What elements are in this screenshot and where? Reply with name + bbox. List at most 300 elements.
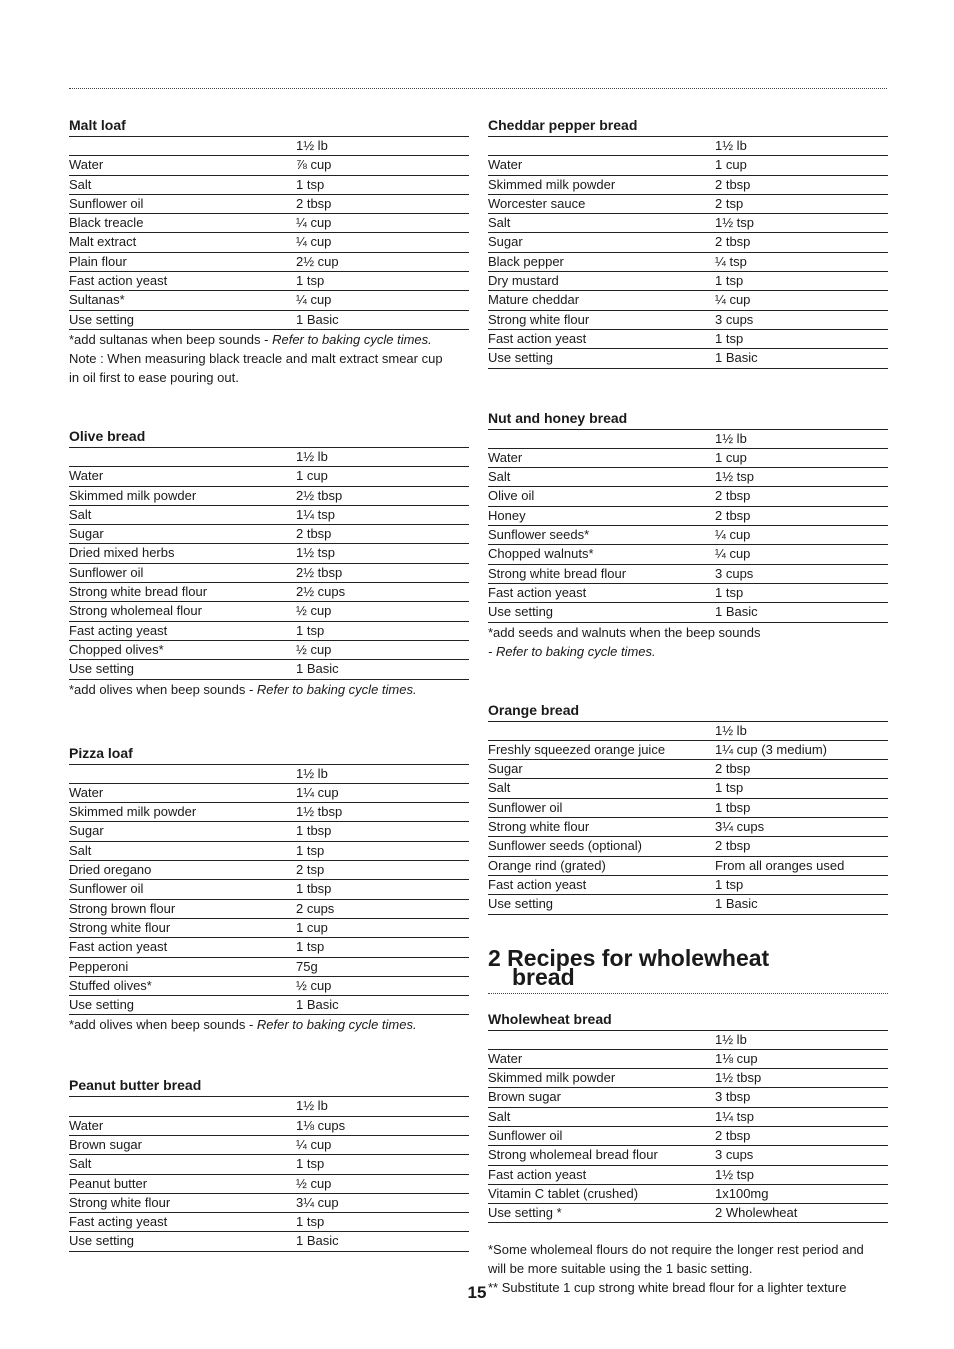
- recipe-note: [488, 623, 888, 642]
- recipe-wholewheat-bread: [488, 1010, 888, 1224]
- ingredient-row: [69, 977, 469, 996]
- ingredient-name: Fast action yeast: [488, 330, 587, 346]
- ingredient-amount: 1 Basic: [715, 896, 758, 912]
- ingredient-amount: ⅞ cup: [296, 157, 332, 173]
- ingredient-amount: 2 tbsp: [715, 507, 751, 523]
- ingredient-name: Salt: [69, 1156, 92, 1172]
- ingredient-row: [488, 799, 888, 818]
- ingredient-name: Salt: [488, 469, 511, 485]
- ingredient-name: Strong white flour: [488, 311, 590, 327]
- ingredient-amount: ¼ cup: [715, 546, 751, 562]
- ingredient-name: Fast action yeast: [69, 939, 168, 955]
- ingredient-name: Sunflower oil: [69, 195, 144, 211]
- ingredient-amount: 1⅛ cup: [715, 1050, 758, 1066]
- ingredient-row: [488, 195, 888, 214]
- loaf-size: 1½ lb: [296, 138, 328, 153]
- ingredient-amount: 1 Basic: [715, 604, 758, 620]
- ingredient-amount: 1 Basic: [296, 661, 339, 677]
- ingredient-name: Salt: [488, 780, 511, 796]
- recipe-title: Malt loaf: [69, 116, 469, 137]
- ingredient-amount: 1½ tsp: [715, 1166, 755, 1182]
- ingredient-row: [488, 818, 888, 837]
- note-text: *add olives when beep sounds -: [69, 1017, 257, 1033]
- recipe-olive-bread: [69, 427, 469, 699]
- ingredient-amount: 2 tsp: [715, 195, 744, 211]
- ingredient-amount: 1 tsp: [296, 273, 325, 289]
- ingredient-name: Salt: [69, 842, 92, 858]
- ingredient-amount: 1 Basic: [715, 350, 758, 366]
- note-text: Note : When measuring black treacle and malt extract smear cup: [69, 350, 443, 366]
- recipe-note: [488, 642, 888, 661]
- ingredient-amount: 2 tbsp: [715, 1127, 751, 1143]
- ingredient-name: Chopped olives*: [69, 641, 164, 657]
- ingredient-amount: 2½ cup: [296, 253, 339, 269]
- ingredient-name: Water: [488, 157, 523, 173]
- recipe-note: [69, 368, 469, 387]
- ingredient-row: [69, 996, 469, 1015]
- ingredient-name: Chopped walnuts*: [488, 546, 594, 562]
- ingredient-name: Dry mustard: [488, 273, 559, 289]
- ingredient-row: [69, 641, 469, 660]
- ingredient-name: Black pepper: [488, 253, 564, 269]
- ingredient-amount: 1 tsp: [296, 842, 325, 858]
- ingredient-name: Olive oil: [488, 488, 535, 504]
- recipe-size-header: [488, 1031, 888, 1050]
- ingredient-amount: 1 tsp: [296, 939, 325, 955]
- ingredient-row: [69, 803, 469, 822]
- loaf-size: 1½ lb: [296, 448, 328, 464]
- note-text: *add seeds and walnuts when the beep sounds: [488, 624, 761, 640]
- ingredient-row: [69, 784, 469, 803]
- ingredient-name: Sunflower seeds (optional): [488, 838, 642, 854]
- ingredient-amount: ¼ cup: [296, 292, 332, 308]
- recipe-orange-bread: [488, 701, 888, 915]
- ingredient-amount: 3 cups: [715, 311, 754, 327]
- ingredient-row: [488, 349, 888, 368]
- ingredient-name: Vitamin C tablet (crushed): [488, 1185, 639, 1201]
- ingredient-name: Fast action yeast: [488, 584, 587, 600]
- ingredient-row: [488, 545, 888, 564]
- size-header-spacer: [69, 1097, 296, 1115]
- ingredient-name: Water: [69, 1117, 104, 1133]
- ingredient-amount: ¼ tsp: [715, 253, 747, 269]
- ingredient-name: Strong wholemeal bread flour: [488, 1147, 658, 1163]
- ingredient-row: [69, 467, 469, 486]
- ingredient-amount: 3 tbsp: [715, 1089, 751, 1105]
- recipe-size-header: [69, 137, 469, 156]
- ingredient-amount: 1 Basic: [296, 997, 339, 1013]
- recipe-size-header: [488, 430, 888, 449]
- recipe-cheddar-pepper-bread: [488, 116, 888, 369]
- ingredient-name: Use setting: [69, 311, 135, 327]
- ingredient-amount: 1 tbsp: [715, 799, 751, 815]
- ingredient-name: Brown sugar: [488, 1089, 561, 1105]
- ingredient-amount: 2 tbsp: [715, 838, 751, 854]
- ingredient-amount: 1½ tsp: [715, 469, 755, 485]
- ingredient-row: [69, 195, 469, 214]
- ingredient-row: [69, 861, 469, 880]
- ingredient-name: Use setting: [488, 604, 554, 620]
- ingredient-name: Brown sugar: [69, 1136, 142, 1152]
- ingredient-name: Sugar: [488, 234, 523, 250]
- ingredient-amount: 1¼ tsp: [715, 1108, 755, 1124]
- ingredient-row: [488, 1204, 888, 1223]
- ingredient-amount: 2 tbsp: [296, 195, 332, 211]
- ingredient-name: Use setting: [69, 997, 135, 1013]
- ingredient-row: [488, 1069, 888, 1088]
- ingredient-row: [69, 1136, 469, 1155]
- ingredient-amount: 1 tsp: [715, 780, 744, 796]
- ingredient-name: Strong white flour: [69, 919, 171, 935]
- ingredient-row: [69, 544, 469, 563]
- ingredient-name: Fast action yeast: [488, 876, 587, 892]
- recipe-note: *Some wholemeal flours do not require the longer rest period and: [488, 1242, 864, 1258]
- ingredient-name: Use setting *: [488, 1205, 562, 1221]
- ingredient-row: [488, 741, 888, 760]
- ingredient-amount: 1 cup: [715, 157, 747, 173]
- ingredient-amount: 1 tbsp: [296, 823, 332, 839]
- ingredient-row: [69, 622, 469, 641]
- ingredient-name: Water: [69, 157, 104, 173]
- ingredient-row: [488, 291, 888, 310]
- recipe-title: Olive bread: [69, 427, 469, 448]
- loaf-size: 1½ lb: [715, 1031, 747, 1047]
- ingredient-row: [69, 272, 469, 291]
- ingredient-amount: 1½ tsp: [715, 215, 755, 231]
- ingredient-amount: 1¼ tsp: [296, 506, 336, 522]
- loaf-size: 1½ lb: [296, 1098, 328, 1114]
- recipe-size-header: [488, 722, 888, 741]
- ingredient-row: [69, 156, 469, 175]
- right-column: [488, 116, 888, 1297]
- ingredient-amount: ¼ cup: [296, 1136, 332, 1152]
- ingredient-row: [69, 602, 469, 621]
- recipe-size-header: [69, 1097, 469, 1116]
- loaf-size: 1½ lb: [296, 765, 328, 781]
- section-heading: [488, 944, 888, 994]
- ingredient-name: Sugar: [69, 526, 104, 542]
- ingredient-amount: 3¼ cup: [296, 1194, 339, 1210]
- ingredient-row: [488, 330, 888, 349]
- note-italic-text: - Refer to baking cycle times.: [488, 643, 656, 659]
- ingredient-row: [69, 1194, 469, 1213]
- section-title-line-1: 2 Recipes for wholewheat: [488, 944, 770, 971]
- ingredient-row: [488, 565, 888, 584]
- ingredient-amount: 3¼ cups: [715, 819, 765, 835]
- ingredient-row: [488, 507, 888, 526]
- recipe-nut-and-honey-bread: [488, 409, 888, 661]
- ingredient-row: [488, 876, 888, 895]
- ingredient-row: [488, 857, 888, 876]
- ingredient-amount: 1 cup: [715, 449, 747, 465]
- top-divider: [69, 88, 887, 89]
- ingredient-amount: 1x100mg: [715, 1185, 769, 1201]
- ingredient-row: [488, 779, 888, 798]
- ingredient-row: [488, 895, 888, 914]
- ingredient-amount: 2 cups: [296, 900, 335, 916]
- ingredient-row: [488, 526, 888, 545]
- ingredient-row: [488, 760, 888, 779]
- recipe-title: Wholewheat bread: [488, 1010, 888, 1031]
- ingredient-row: [69, 176, 469, 195]
- ingredient-name: Water: [69, 468, 104, 484]
- ingredient-row: [488, 1050, 888, 1069]
- ingredient-amount: 2 tbsp: [715, 761, 751, 777]
- ingredient-row: [488, 233, 888, 252]
- ingredient-name: Water: [488, 449, 523, 465]
- recipe-title: Orange bread: [488, 701, 888, 722]
- ingredient-row: [69, 842, 469, 861]
- ingredient-amount: 2 tbsp: [715, 488, 751, 504]
- ingredient-row: [488, 1166, 888, 1185]
- ingredient-amount: 1 Basic: [296, 311, 339, 327]
- ingredient-amount: 1 tbsp: [296, 881, 332, 897]
- ingredient-name: Strong white flour: [488, 819, 590, 835]
- ingredient-name: Mature cheddar: [488, 292, 580, 308]
- ingredient-row: [488, 584, 888, 603]
- ingredient-name: Use setting: [69, 661, 135, 677]
- ingredient-row: [69, 233, 469, 252]
- ingredient-amount: 1 tsp: [296, 1214, 325, 1230]
- size-header-spacer: [69, 137, 296, 155]
- left-column: [69, 116, 469, 1252]
- ingredient-row: [69, 291, 469, 310]
- ingredient-row: [488, 1108, 888, 1127]
- ingredient-row: [488, 1127, 888, 1146]
- recipe-size-header: [69, 448, 469, 467]
- ingredient-amount: 2 tbsp: [296, 526, 332, 542]
- size-header-spacer: [69, 765, 296, 783]
- note-italic-text: Refer to baking cycle times.: [256, 681, 417, 697]
- ingredient-amount: 1¼ cup: [296, 784, 339, 800]
- ingredient-row: [488, 156, 888, 175]
- ingredient-row: [488, 176, 888, 195]
- ingredient-name: Fast action yeast: [488, 1166, 587, 1182]
- ingredient-name: Use setting: [488, 896, 554, 912]
- ingredient-row: [69, 564, 469, 583]
- ingredient-amount: ½ cup: [296, 603, 332, 619]
- ingredient-amount: 2 Wholewheat: [715, 1205, 798, 1221]
- ingredient-name: Freshly squeezed orange juice: [488, 741, 666, 757]
- ingredient-name: Black treacle: [69, 215, 144, 231]
- ingredient-row: [488, 214, 888, 233]
- ingredient-name: Water: [69, 784, 104, 800]
- ingredient-amount: 1 tsp: [715, 330, 744, 346]
- recipe-note: [69, 680, 469, 699]
- ingredient-name: Skimmed milk powder: [488, 176, 616, 192]
- recipe-pizza-loaf: [69, 744, 469, 1035]
- ingredient-name: Strong white bread flour: [488, 565, 627, 581]
- ingredient-name: Salt: [69, 176, 92, 192]
- ingredient-amount: ¼ cup: [296, 234, 332, 250]
- size-header-spacer: [488, 137, 715, 155]
- size-header-spacer: [488, 722, 715, 740]
- recipe-size-header: [69, 765, 469, 784]
- loaf-size: 1½ lb: [715, 430, 747, 446]
- ingredient-name: Pepperoni: [69, 958, 129, 974]
- ingredient-name: Honey: [488, 507, 526, 523]
- ingredient-amount: 3 cups: [715, 565, 754, 581]
- recipe-malt-loaf: [69, 116, 469, 387]
- ingredient-name: Fast acting yeast: [69, 622, 168, 638]
- size-header-spacer: [488, 1031, 715, 1049]
- ingredient-amount: 1 cup: [296, 919, 328, 935]
- loaf-size: 1½ lb: [715, 138, 747, 153]
- ingredient-name: Sugar: [488, 761, 523, 777]
- ingredient-row: [69, 253, 469, 272]
- ingredient-row: [69, 938, 469, 957]
- ingredient-row: [69, 525, 469, 544]
- ingredient-name: Dried mixed herbs: [69, 545, 175, 561]
- recipe-note: [69, 330, 469, 349]
- section-divider: [488, 993, 888, 994]
- ingredient-row: [69, 1232, 469, 1251]
- ingredient-name: Sunflower oil: [488, 1127, 563, 1143]
- ingredient-amount: 2 tbsp: [715, 234, 751, 250]
- ingredient-amount: 2 tbsp: [715, 176, 751, 192]
- ingredient-amount: 2½ tbsp: [296, 564, 343, 580]
- ingredient-name: Malt extract: [69, 234, 137, 250]
- ingredient-row: [488, 1088, 888, 1107]
- ingredient-row: [69, 1175, 469, 1194]
- ingredient-amount: ¼ cup: [715, 527, 751, 543]
- ingredient-amount: ½ cup: [296, 977, 332, 993]
- ingredient-amount: 2 tsp: [296, 862, 325, 878]
- recipe-title: Pizza loaf: [69, 744, 469, 765]
- ingredient-row: [488, 603, 888, 622]
- loaf-size: 1½ lb: [715, 722, 747, 738]
- ingredient-name: Fast acting yeast: [69, 1214, 168, 1230]
- ingredient-name: Water: [488, 1050, 523, 1066]
- ingredient-row: [488, 487, 888, 506]
- ingredient-row: [69, 214, 469, 233]
- ingredient-amount: 1 cup: [296, 468, 328, 484]
- recipe-note: [69, 1015, 469, 1034]
- ingredient-row: [69, 919, 469, 938]
- recipe-title: Peanut butter bread: [69, 1076, 469, 1097]
- ingredient-name: Strong white bread flour: [69, 584, 208, 600]
- ingredient-name: Skimmed milk powder: [69, 487, 197, 503]
- ingredient-row: [69, 1117, 469, 1136]
- recipe-title: Cheddar pepper bread: [488, 116, 888, 137]
- ingredient-amount: 1 tsp: [715, 273, 744, 289]
- ingredient-row: [69, 900, 469, 919]
- page-number: 15: [467, 1283, 487, 1302]
- recipe-note: ** Substitute 1 cup strong white bread flour for a lighter texture: [488, 1280, 847, 1296]
- ingredient-name: Salt: [488, 215, 511, 231]
- ingredient-amount: 1½ tbsp: [296, 804, 343, 820]
- ingredient-row: [488, 272, 888, 291]
- recipe-note: [69, 349, 469, 368]
- recipe-size-header: [488, 137, 888, 156]
- ingredient-amount: 2½ tbsp: [296, 487, 343, 503]
- note-text: *add olives when beep sounds -: [69, 681, 257, 697]
- ingredient-row: [488, 311, 888, 330]
- ingredient-name: Skimmed milk powder: [69, 804, 197, 820]
- ingredient-row: [488, 253, 888, 272]
- ingredient-name: Stuffed olives*: [69, 977, 152, 993]
- ingredient-row: [69, 487, 469, 506]
- wholewheat-wrap: [488, 1010, 888, 1298]
- ingredient-name: Strong wholemeal flour: [69, 603, 202, 619]
- ingredient-row: [488, 449, 888, 468]
- ingredient-name: Use setting: [488, 350, 554, 366]
- size-header-spacer: [69, 448, 296, 466]
- ingredient-row: [69, 880, 469, 899]
- note-text: *add sultanas when beep sounds -: [69, 331, 273, 347]
- ingredient-amount: 1¼ cup (3 medium): [715, 741, 827, 757]
- ingredient-amount: 1 tsp: [715, 584, 744, 600]
- ingredient-amount: 3 cups: [715, 1147, 754, 1163]
- ingredient-name: Sugar: [69, 823, 104, 839]
- note-italic-text: Refer to baking cycle times.: [256, 1017, 417, 1033]
- ingredient-name: Fast action yeast: [69, 273, 168, 289]
- ingredient-name: Plain flour: [69, 253, 127, 269]
- ingredient-amount: 1 tsp: [296, 622, 325, 638]
- ingredient-row: [69, 311, 469, 330]
- ingredient-name: Worcester sauce: [488, 195, 586, 211]
- ingredient-amount: 1 tsp: [296, 176, 325, 192]
- ingredient-amount: 1 tsp: [715, 876, 744, 892]
- ingredient-amount: From all oranges used: [715, 857, 845, 873]
- ingredient-name: Use setting: [69, 1233, 135, 1249]
- ingredient-name: Sunflower oil: [69, 564, 144, 580]
- ingredient-row: [69, 1155, 469, 1174]
- ingredient-row: [488, 468, 888, 487]
- ingredient-amount: ¼ cup: [296, 215, 332, 231]
- ingredient-amount: ¼ cup: [715, 292, 751, 308]
- ingredient-row: [69, 506, 469, 525]
- ingredient-row: [69, 660, 469, 679]
- ingredient-name: Peanut butter: [69, 1175, 148, 1191]
- ingredient-row: [488, 1185, 888, 1204]
- ingredient-amount: 1½ tbsp: [715, 1070, 762, 1086]
- ingredient-name: Salt: [69, 506, 92, 522]
- note-text: in oil first to ease pouring out.: [69, 369, 239, 385]
- ingredient-name: Dried oregano: [69, 862, 152, 878]
- ingredient-amount: 1⅛ cups: [296, 1117, 346, 1133]
- note-italic-text: Refer to baking cycle times.: [272, 331, 432, 347]
- ingredient-name: Strong brown flour: [69, 900, 176, 916]
- ingredient-name: Skimmed milk powder: [488, 1070, 616, 1086]
- ingredient-name: Sunflower oil: [69, 881, 144, 897]
- recipe-peanut-butter-bread: [69, 1076, 469, 1251]
- ingredient-amount: ½ cup: [296, 1175, 332, 1191]
- ingredient-row: [488, 1146, 888, 1165]
- ingredient-row: [69, 583, 469, 602]
- ingredient-name: Sunflower seeds*: [488, 527, 590, 543]
- ingredient-amount: 1 tsp: [296, 1156, 325, 1172]
- ingredient-name: Sultanas*: [69, 292, 125, 308]
- ingredient-name: Strong white flour: [69, 1194, 171, 1210]
- ingredient-amount: 1 Basic: [296, 1233, 339, 1249]
- size-header-spacer: [488, 430, 715, 448]
- ingredient-name: Sunflower oil: [488, 799, 563, 815]
- ingredient-row: [69, 822, 469, 841]
- ingredient-row: [69, 1213, 469, 1232]
- section-title-line-2: bread: [512, 963, 575, 990]
- ingredient-amount: 2½ cups: [296, 584, 346, 600]
- ingredient-name: Orange rind (grated): [488, 857, 606, 873]
- ingredient-amount: 75g: [296, 958, 318, 974]
- ingredient-name: Salt: [488, 1108, 511, 1124]
- ingredient-row: [488, 837, 888, 856]
- ingredient-amount: ½ cup: [296, 641, 332, 657]
- recipe-note: will be more suitable using the 1 basic setting.: [488, 1261, 753, 1277]
- ingredient-row: [69, 958, 469, 977]
- recipe-title: Nut and honey bread: [488, 409, 888, 430]
- ingredient-amount: 1½ tsp: [296, 545, 336, 561]
